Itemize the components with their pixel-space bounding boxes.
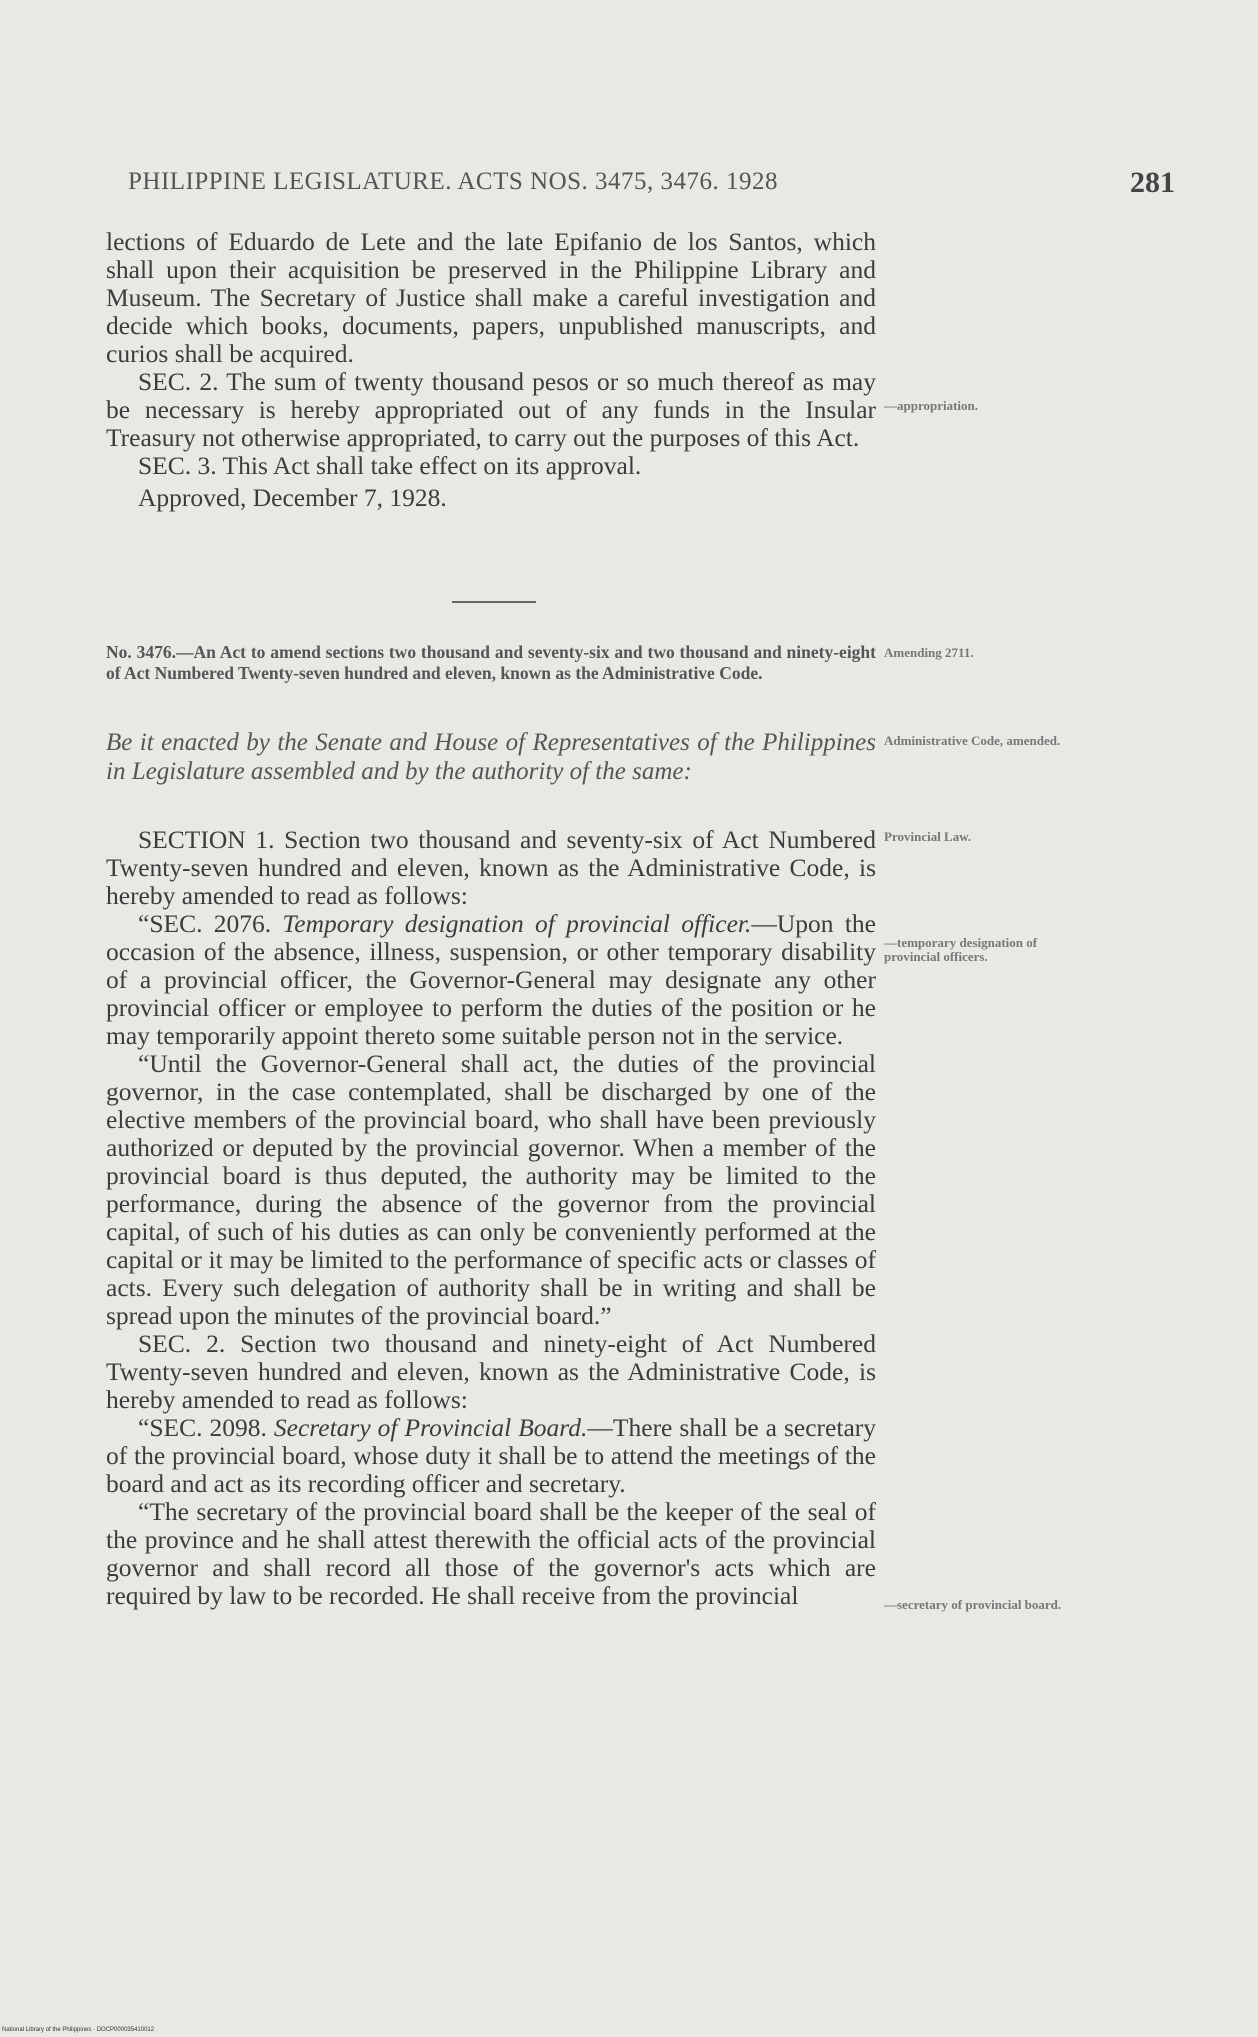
paragraph: SEC. 3. This Act shall take effect on its approval. [138,451,642,480]
margin-note-amending: Amending 2711. [884,645,974,660]
paragraph: SEC. 2. The sum of twenty thousand pesos or so much thereof as may be necessary is hereby appropriated out of any funds in the Insular Treasury not otherwise appropriated, to carry out the purposes of this Act. [106,367,876,452]
section-number: “SEC. 2076. [138,909,272,938]
enacting-clause: Be it enacted by the Senate and House of Representatives of the Philippines in Legislature assembled and by the authority of the same: [106,729,876,785]
scan-footer: National Library of the Philippines · DOCP000035410012 [2,2027,155,2033]
paragraph: “Until the Governor-General shall act, the duties of the provincial governor, in the case contemplated, shall be discharged by one of the elective members of the provincial board, who shall have been previously authorized or deputed by the provincial governor. When a member of the provincial board is thus deputed, the authority may be limited to the performance, during the absence of the governor from the provincial capital, of such of his duties as can only be conveniently performed at the capital or it may be limited to the performance of specific acts or classes of acts. Every such delegation of authority shall be in writing and shall be spread upon the minutes of the provincial board.” [106,1049,876,1330]
body-block-1 [106,228,876,512]
paragraph: SEC. 2. Section two thousand and ninety-eight of Act Numbered Twenty-seven hundred and eleven, known as the Administrative Code, is hereby amended to read as follows: [106,1329,876,1414]
section-heading: Secretary of Provincial Board. [273,1413,588,1442]
running-header: PHILIPPINE LEGISLATURE. ACTS NOS. 3475, 3476. 1928 [128,168,779,195]
paragraph [106,1414,876,1498]
section-body: —Upon the occasion of the absence, illness, suspension, or other temporary disability of a provincial officer, the Governor-General may designate any other provincial officer or employee to perform the duties of the position or he may temporarily appoint thereto some suitable person not in the service. [106,909,876,1050]
section-number: “SEC. 2098. [138,1413,267,1442]
body-block-2 [106,826,876,1610]
paragraph: “The secretary of the provincial board shall be the keeper of the seal of the province and he shall attest therewith the official acts of the provincial governor and shall record all those of the governor's acts which are required by law to be recorded. He shall receive from the provincial [106,1497,876,1610]
paragraph [106,910,876,1050]
section-heading: Temporary designation of provincial officer. [282,909,752,938]
margin-note-provincial-law: Provincial Law. [884,829,972,844]
act-title: No. 3476.—An Act to amend sections two thousand and seventy-six and two thousand and ninety-eight of Act Numbered Twenty-seven hundred and eleven, known as the Administrative Code. [106,642,876,683]
page-number: 281 [1130,166,1175,199]
margin-note-admin-code: Administrative Code, amended. [884,733,1061,748]
margin-note-appropriation: —appropriation. [884,398,979,413]
margin-note-temporary: —temporary designation of provincial officers. [884,935,1038,964]
margin-note-secretary: —secretary of provincial board. [884,1597,1062,1612]
section-divider [452,601,536,603]
paragraph: SECTION 1. Section two thousand and seventy-six of Act Numbered Twenty-seven hundred and eleven, known as the Administrative Code, is hereby amended to read as follows: [106,825,876,910]
approval-date: Approved, December 7, 1928. [138,483,447,512]
section-body: —There shall be a secretary of the provincial board, whose duty it shall be to attend the meetings of the board and act as its recording officer and secretary. [106,1413,877,1498]
paragraph: lections of Eduardo de Lete and the late Epifanio de los Santos, which shall upon their acquisition be preserved in the Philippine Library and Museum. The Secretary of Justice shall make a careful investigation and decide which books, documents, papers, unpublished manuscripts, and curios shall be acquired. [106,227,876,368]
